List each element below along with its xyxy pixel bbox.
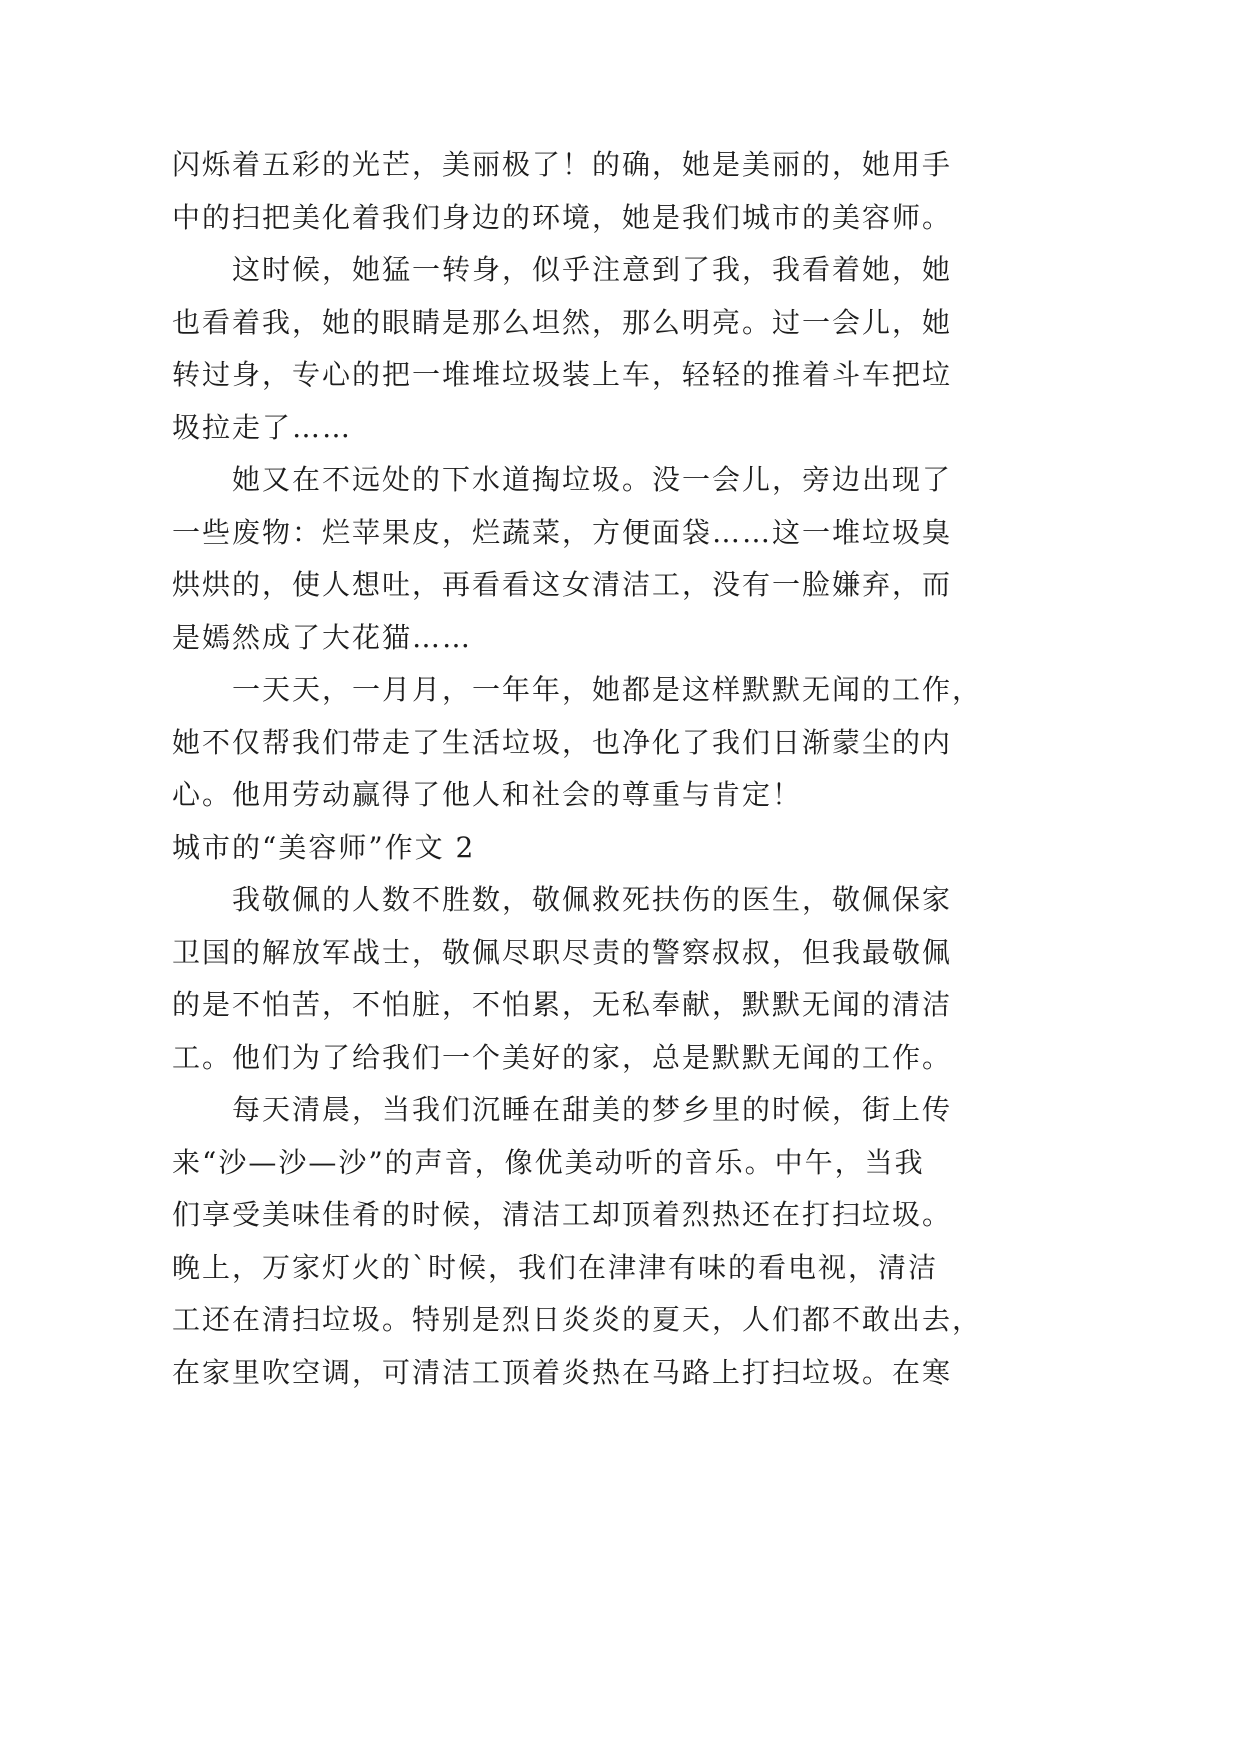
text-line: 也看着我，她的眼睛是那么坦然，那么明亮。过一会儿，她 [172, 305, 953, 339]
text-line: 一些废物：烂苹果皮，烂蔬菜，方便面袋……这一堆垃圾臭 [172, 515, 953, 549]
text-line: 这时候，她猛一转身，似乎注意到了我，我看着她，她 [232, 253, 953, 286]
text-line: 工还在清扫垃圾。特别是烈日炎炎的夏天，人们都不敢出去， [172, 1303, 983, 1336]
paragraph [172, 454, 972, 664]
text-line: 烘烘的，使人想吐，再看看这女清洁工，没有一脸嫌弃，而 [172, 568, 953, 601]
essay-title: 城市的“美容师”作文 2 [172, 830, 476, 864]
document-body [172, 139, 983, 1399]
text-line: 圾拉走了…… [172, 410, 353, 444]
paragraph [172, 1084, 983, 1399]
text-line: 一天天，一月月，一年年，她都是这样默默无闻的工作， [232, 673, 983, 706]
text-line: 卫国的解放军战士，敬佩尽职尽责的警察叔叔，但我最敬佩 [172, 935, 953, 969]
text-line: 转过身，专心的把一堆堆垃圾装上车，轻轻的推着斗车把垃 [172, 358, 953, 391]
text-line: 们享受美味佳肴的时候，清洁工却顶着烈热还在打扫垃圾。 [172, 1198, 953, 1231]
text-line: 的是不怕苦，不怕脏，不怕累，无私奉献，默默无闻的清洁 [172, 988, 953, 1021]
text-line: 她不仅帮我们带走了生活垃圾，也净化了我们日渐蒙尘的内 [172, 725, 953, 759]
text-line: 心。他用劳动赢得了他人和社会的尊重与肯定！ [172, 778, 803, 811]
text-line: 我敬佩的人数不胜数，敬佩救死扶伤的医生，敬佩保家 [232, 883, 953, 916]
text-line: 来“沙—沙—沙”的声音，像优美动听的音乐。中午，当我 [172, 1145, 925, 1179]
text-line: 闪烁着五彩的光芒，美丽极了！的确，她是美丽的，她用手 [172, 148, 953, 181]
paragraph [172, 664, 983, 822]
text-line: 工。他们为了给我们一个美好的家，总是默默无闻的工作。 [172, 1040, 953, 1074]
text-line: 中的扫把美化着我们身边的环境，她是我们城市的美容师。 [172, 200, 953, 234]
text-line: 在家里吹空调，可清洁工顶着炎热在马路上打扫垃圾。在寒 [172, 1355, 953, 1389]
paragraph [172, 244, 972, 454]
text-line: 是嫣然成了大花猫…… [172, 620, 473, 654]
text-line: 她又在不远处的下水道掏垃圾。没一会儿，旁边出现了 [232, 463, 953, 496]
text-line: 晚上，万家灯火的`时候，我们在津津有味的看电视，清洁 [172, 1250, 939, 1284]
text-line: 每天清晨，当我们沉睡在甜美的梦乡里的时候，街上传 [232, 1093, 953, 1126]
paragraph [172, 874, 972, 1084]
paragraph [172, 139, 972, 244]
